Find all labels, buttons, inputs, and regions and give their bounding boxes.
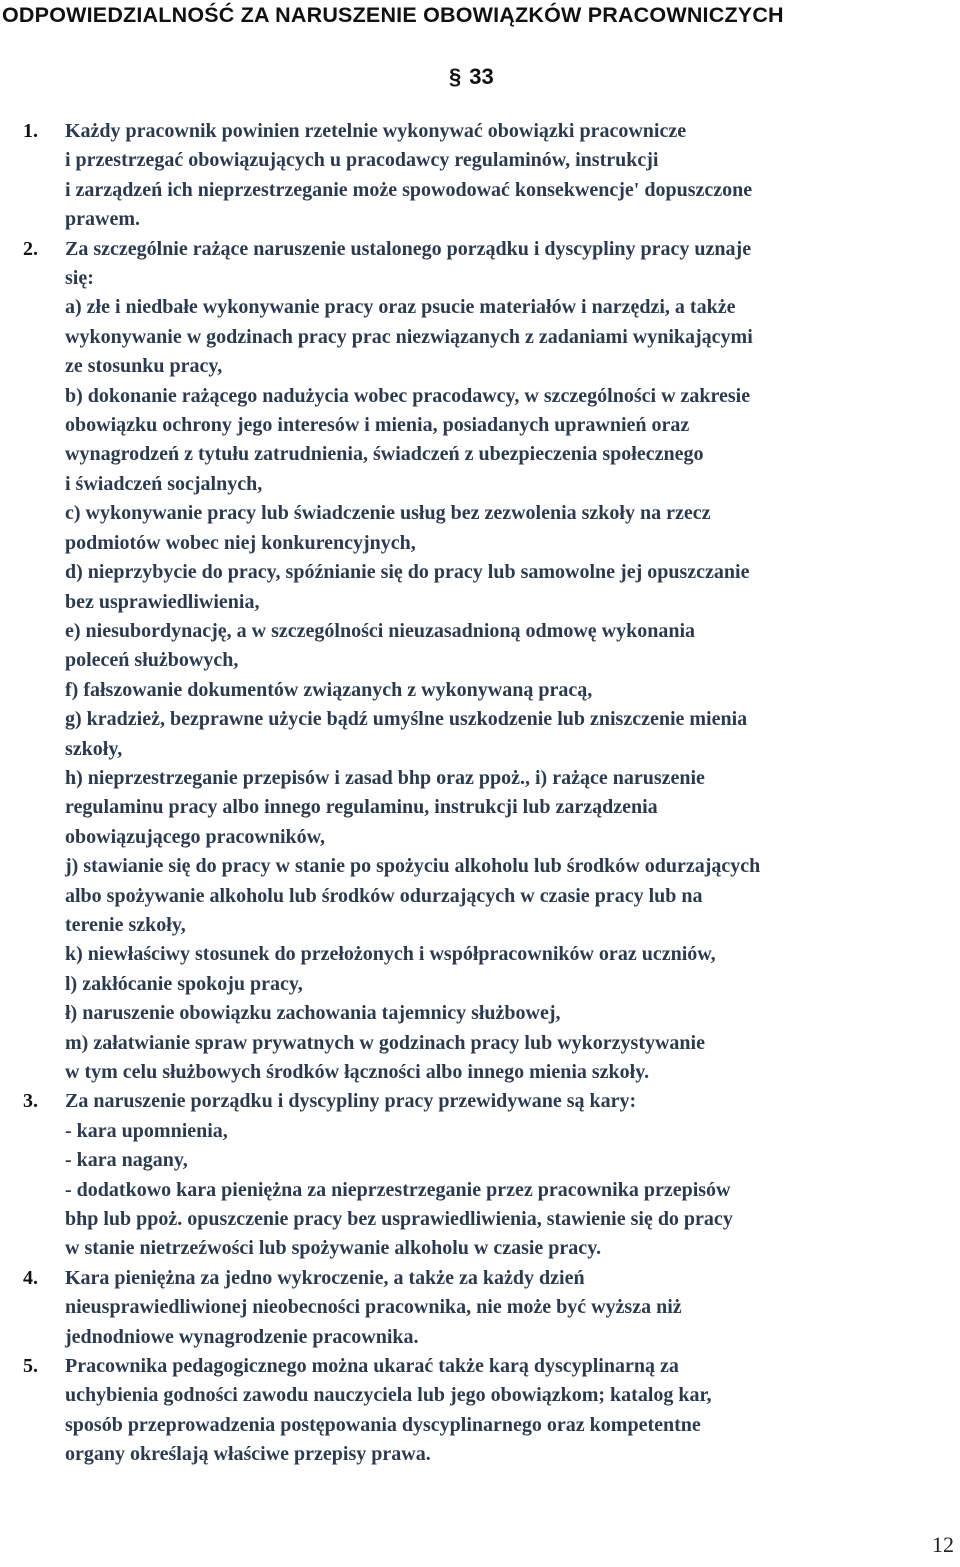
list-item (0, 1352, 955, 1470)
text-line: - dodatkowo kara pieniężna za nieprzestrzeganie przez pracownika przepisów (65, 1178, 731, 1201)
list-item-text (65, 235, 955, 1088)
text-line: prawem. (65, 208, 140, 231)
page-title: ODPOWIEDZIALNOŚĆ ZA NARUSZENIE OBOWIĄZKÓW PRACOWNICZYCH (2, 3, 784, 27)
text-line: g) kradzież, bezprawne użycie bądź umyślne uszkodzenie lub zniszczenie mienia (65, 708, 748, 731)
text-line: i przestrzegać obowiązujących u pracodawcy regulaminów, instrukcji (65, 149, 659, 172)
document-body (0, 117, 960, 1470)
text-line: bez usprawiedliwienia, (65, 590, 260, 613)
text-line: b) dokonanie rażącego nadużycia wobec pracodawcy, w szczególności w zakresie (65, 384, 751, 407)
text-line: Pracownika pedagogicznego można ukarać także karą dyscyplinarną za (65, 1355, 679, 1378)
section-sign: § (449, 64, 462, 89)
text-line: m) załatwianie spraw prywatnych w godzinach pracy lub wykorzystywanie (65, 1031, 705, 1054)
text-line: bhp lub ppoż. opuszczenie pracy bez usprawiedliwienia, stawienie się do pracy (65, 1208, 733, 1231)
list-item-number: 4. (23, 1266, 38, 1289)
text-line: szkoły, (65, 737, 123, 760)
text-line: e) niesubordynację, a w szczególności nieuzasadnioną odmowę wykonania (65, 619, 696, 642)
text-line: i zarządzeń ich nieprzestrzeganie może spowodować konsekwencje' dopuszczone (65, 178, 753, 201)
section-heading (449, 64, 494, 90)
text-line: ze stosunku pracy, (65, 355, 223, 378)
text-line: jednodniowe wynagrodzenie pracownika. (65, 1325, 419, 1348)
text-line: Każdy pracownik powinien rzetelnie wykonywać obowiązki pracownicze (65, 120, 687, 142)
text-line: regulaminu pracy albo innego regulaminu, instrukcji lub zarządzenia (65, 796, 658, 819)
text-line: d) nieprzybycie do pracy, spóźnianie się do pracy lub samowolne jej opuszczanie (65, 561, 750, 584)
text-line: h) nieprzestrzeganie przepisów i zasad bhp oraz ppoż., i) rażące naruszenie (65, 766, 705, 789)
section-number: 33 (469, 64, 494, 89)
text-line: w stanie nietrzeźwości lub spożywanie alkoholu w czasie pracy. (65, 1237, 602, 1260)
text-line: uchybienia godności zawodu nauczyciela lub jego obowiązkom; katalog kar, (65, 1384, 712, 1407)
text-line: terenie szkoły, (65, 913, 186, 936)
text-line: j) stawianie się do pracy w stanie po spożyciu alkoholu lub środków odurzających (65, 855, 761, 878)
text-line: Kara pieniężna za jedno wykroczenie, a także za każdy dzień (65, 1266, 585, 1289)
list-item-number: 1. (23, 120, 38, 142)
page-number: 12 (932, 1532, 954, 1557)
text-line: sposób przeprowadzenia postępowania dyscyplinarnego oraz kompetentne (65, 1413, 701, 1436)
text-line: poleceń służbowych, (65, 649, 239, 672)
list-item-text (65, 1264, 955, 1352)
list-item-text (65, 1352, 955, 1470)
text-line: podmiotów wobec niej konkurencyjnych, (65, 531, 416, 554)
text-line: organy określają właściwe przepisy prawa. (65, 1443, 431, 1466)
list-item-number: 5. (23, 1355, 38, 1378)
text-line: wynagrodzeń z tytułu zatrudnienia, świadczeń z ubezpieczenia społecznego (65, 443, 704, 466)
text-line: l) zakłócanie spokoju pracy, (65, 972, 303, 995)
text-line: k) niewłaściwy stosunek do przełożonych i współpracowników oraz uczniów, (65, 943, 716, 966)
text-line: obowiązującego pracowników, (65, 825, 325, 848)
text-line: Za naruszenie porządku i dyscypliny pracy przewidywane są kary: (65, 1090, 637, 1113)
list-item-number: 2. (23, 237, 38, 260)
text-line: f) fałszowanie dokumentów związanych z wykonywaną pracą, (65, 678, 593, 701)
text-line: się: (65, 267, 94, 290)
text-line: obowiązku ochrony jego interesów i mienia, posiadanych uprawnień oraz (65, 414, 690, 437)
text-line: albo spożywanie alkoholu lub środków odurzających w czasie pracy lub na (65, 884, 703, 907)
text-line: i świadczeń socjalnych, (65, 472, 263, 495)
text-line: ł) naruszenie obowiązku zachowania tajemnicy służbowej, (65, 1002, 561, 1025)
list-item-text (65, 117, 955, 235)
text-line: w tym celu służbowych środków łączności albo innego mienia szkoły. (65, 1061, 650, 1083)
text-line: Za szczególnie rażące naruszenie ustalonego porządku i dyscypliny pracy uznaje (65, 237, 752, 260)
list-item (0, 235, 955, 1088)
text-line: nieusprawiedliwionej nieobecności pracownika, nie może być wyższa niż (65, 1296, 682, 1319)
list-item-number: 3. (23, 1090, 38, 1113)
list-item (0, 117, 955, 235)
list-item (0, 1264, 955, 1352)
text-line: - kara nagany, (65, 1149, 188, 1172)
text-line: - kara upomnienia, (65, 1119, 228, 1142)
list-item-text (65, 1087, 955, 1263)
text-line: c) wykonywanie pracy lub świadczenie usług bez zezwolenia szkoły na rzecz (65, 502, 711, 525)
text-line: a) złe i niedbałe wykonywanie pracy oraz psucie materiałów i narzędzi, a także (65, 296, 736, 319)
list-item (0, 1087, 955, 1263)
text-line: wykonywanie w godzinach pracy prac niezwiązanych z zadaniami wynikającymi (65, 325, 753, 348)
